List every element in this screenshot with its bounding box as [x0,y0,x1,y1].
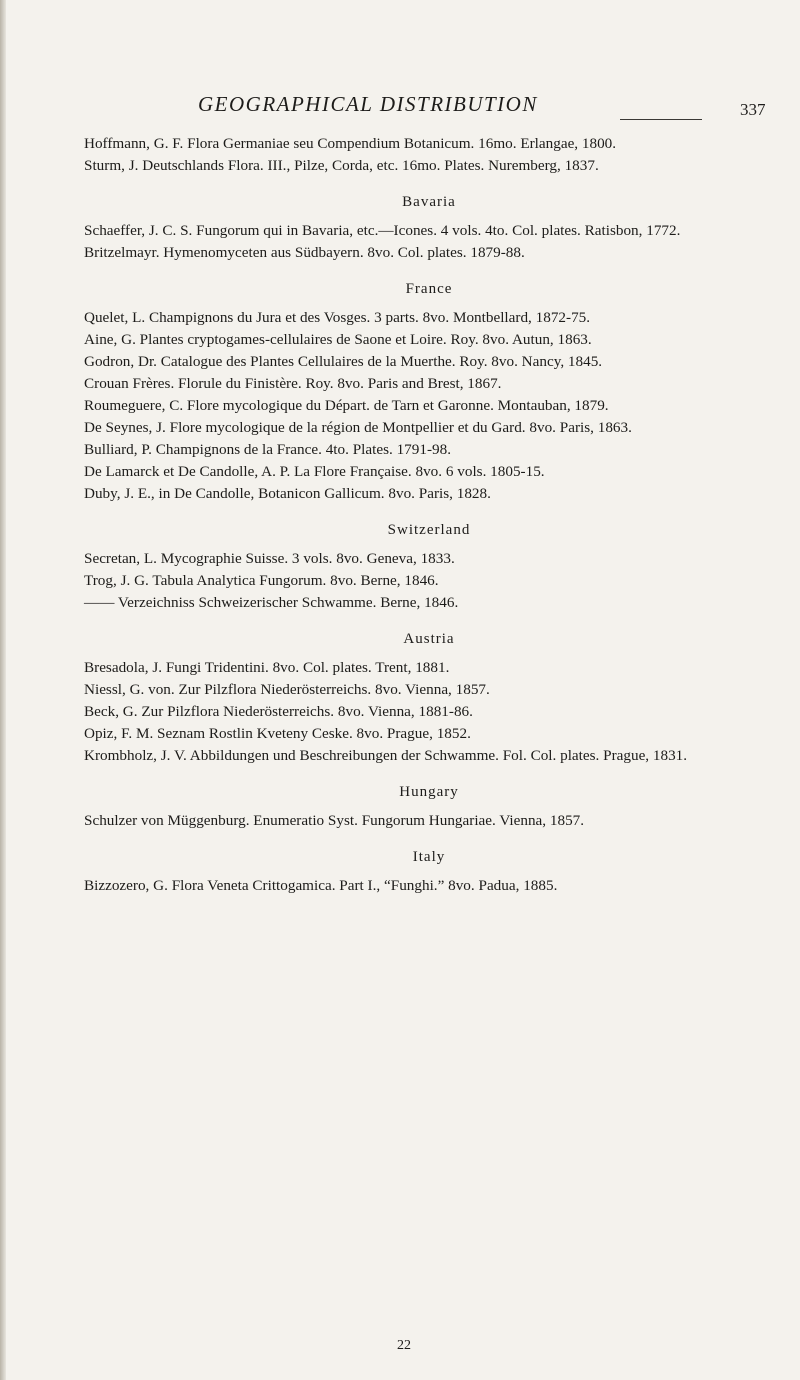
bibliography-entry: Aine, G. Plantes cryptogames-cellulaires de Saone et Loire. Roy. 8vo. Autun, 1863. [84,331,592,348]
bibliography-entry: Duby, J. E., in De Candolle, Botanicon Gallicum. 8vo. Paris, 1828. [84,485,491,502]
section-heading-france: France [405,281,453,297]
bibliography-body [84,133,774,897]
bibliography-entry: De Lamarck et De Candolle, A. P. La Flore Française. 8vo. 6 vols. 1805-15. [84,463,545,480]
bibliography-entry: Bizzozero, G. Flora Veneta Crittogamica. Part I., “Funghi.” 8vo. Padua, 1885. [84,877,558,894]
bibliography-entry: —— Verzeichniss Schweizerischer Schwamme. Berne, 1846. [84,594,459,611]
bibliography-entry: Opiz, F. M. Seznam Rostlin Kveteny Ceske. 8vo. Prague, 1852. [84,725,471,742]
bibliography-entry: Roumeguere, C. Flore mycologique du Départ. de Tarn et Garonne. Montauban, 1879. [84,397,609,414]
section-heading-italy: Italy [412,849,446,865]
bibliography-entry: Sturm, J. Deutschlands Flora. III., Pilze, Corda, etc. 16mo. Plates. Nuremberg, 1837. [84,157,599,174]
section-heading-switzerland: Switzerland [387,522,471,538]
page-number: 337 [740,100,766,119]
bibliography-entry: Secretan, L. Mycographie Suisse. 3 vols. 8vo. Geneva, 1833. [84,550,455,567]
bibliography-entry: Quelet, L. Champignons du Jura et des Vosges. 3 parts. 8vo. Montbellard, 1872-75. [84,309,591,326]
section-heading-bavaria: Bavaria [402,194,456,210]
bibliography-entry: Trog, J. G. Tabula Analytica Fungorum. 8vo. Berne, 1846. [84,572,439,589]
section-heading-austria: Austria [403,631,455,647]
bibliography-entry: Crouan Frères. Florule du Finistère. Roy. 8vo. Paris and Brest, 1867. [84,375,502,392]
header-rule [620,119,702,120]
page-edge-shadow [0,0,6,1380]
printer-signature: 22 [397,1338,411,1353]
running-head: GEOGRAPHICAL DISTRIBUTION [198,92,538,116]
bibliography-entry: Bresadola, J. Fungi Tridentini. 8vo. Col. plates. Trent, 1881. [84,659,450,676]
bibliography-entry: De Seynes, J. Flore mycologique de la région de Montpellier et du Gard. 8vo. Paris, 1863. [84,419,632,436]
bibliography-entry: Britzelmayr. Hymenomyceten aus Südbayern. 8vo. Col. plates. 1879-88. [84,244,525,261]
bibliography-entry: Bulliard, P. Champignons de la France. 4to. Plates. 1791-98. [84,441,451,458]
bibliography-entry: Schulzer von Müggenburg. Enumeratio Syst. Fungorum Hungariae. Vienna, 1857. [84,812,585,829]
bibliography-entry: Krombholz, J. V. Abbildungen und Beschreibungen der Schwamme. Fol. Col. plates. Prague, 1831. [84,747,688,764]
bibliography-entry: Beck, G. Zur Pilzflora Niederösterreichs. 8vo. Vienna, 1881-86. [84,703,473,720]
section-heading-hungary: Hungary [399,784,459,800]
bibliography-entry: Hoffmann, G. F. Flora Germaniae seu Compendium Botanicum. 16mo. Erlangae, 1800. [84,135,617,152]
bibliography-entry: Niessl, G. von. Zur Pilzflora Niederösterreichs. 8vo. Vienna, 1857. [84,681,490,698]
bibliography-entry: Schaeffer, J. C. S. Fungorum qui in Bavaria, etc.—Icones. 4 vols. 4to. Col. plates. Ratisbon, 1772. [84,222,681,239]
bibliography-entry: Godron, Dr. Catalogue des Plantes Cellulaires de la Muerthe. Roy. 8vo. Nancy, 1845. [84,353,603,370]
